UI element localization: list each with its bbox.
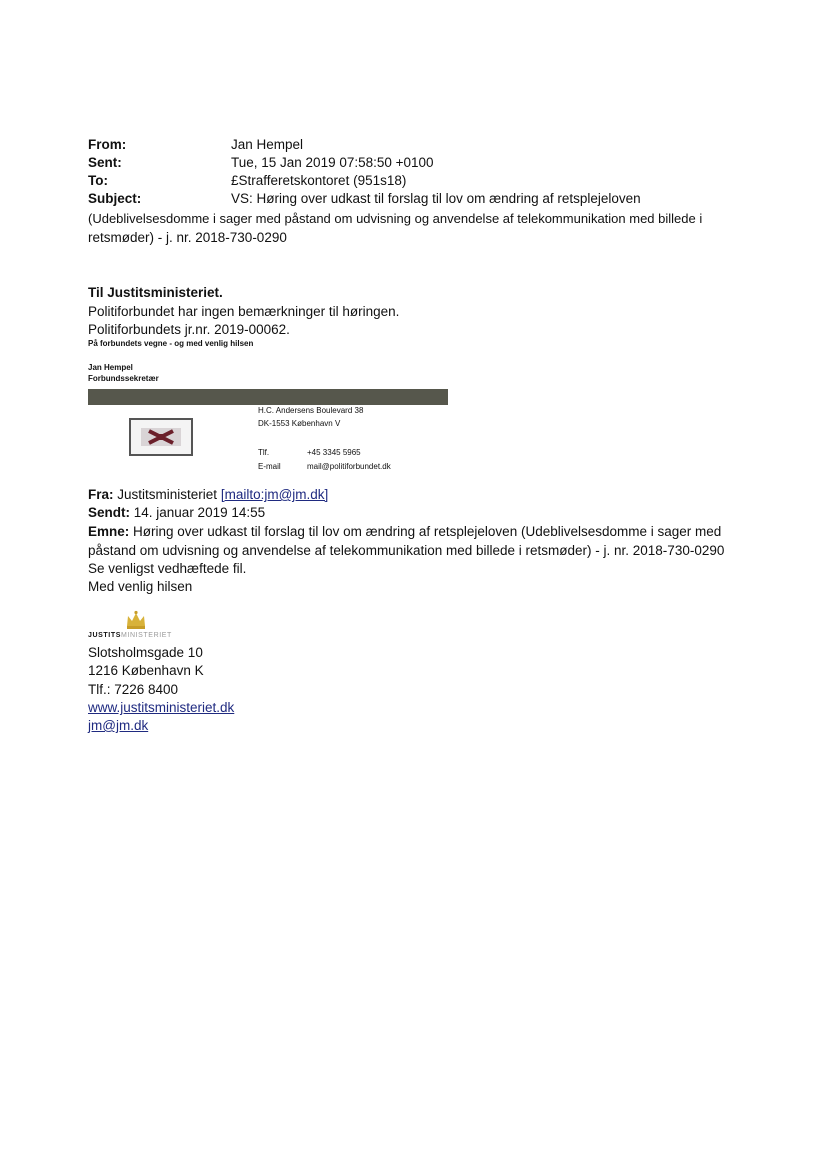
forward-body-2: Med venlig hilsen: [88, 579, 193, 594]
fra-mailto-link[interactable]: [mailto:jm@jm.dk]: [220, 487, 329, 502]
subject-line-3: retsmøder) - j. nr. 2018-730-0290: [88, 230, 287, 245]
sent-value: Tue, 15 Jan 2019 07:58:50 +0100: [231, 155, 434, 170]
sig-email-value: mail@politiforbundet.dk: [307, 462, 391, 471]
to-label: To:: [88, 173, 108, 188]
sig-address-1: H.C. Andersens Boulevard 38: [258, 406, 364, 415]
reply-line-1: Politiforbundet har ingen bemærkninger til høringen.: [88, 304, 400, 319]
subject-line-2: (Udeblivelsesdomme i sager med påstand om udvisning og anvendelse af telekommunikation med billede i: [88, 211, 703, 226]
ministry-logo-text: [88, 632, 172, 639]
logo-text-bold: JUSTITS: [88, 632, 121, 639]
forward-body-1: Se venligst vedhæftede fil.: [88, 561, 247, 576]
sig-address-2: DK-1553 København V: [258, 419, 341, 428]
ministry-website-link[interactable]: www.justitsministeriet.dk: [88, 700, 235, 715]
sig-tel-label: Tlf.: [258, 448, 270, 457]
sig-tel-value: +45 3345 5965: [307, 448, 361, 457]
signer-title: Forbundssekretær: [88, 374, 159, 383]
ministry-address-2: 1216 København K: [88, 663, 204, 678]
emne-line: [88, 522, 721, 541]
fra-label: Fra:: [88, 487, 114, 502]
ministry-email-link[interactable]: jm@jm.dk: [88, 718, 149, 733]
politiforbundet-logo: [129, 418, 193, 456]
ministry-phone: Tlf.: 7226 8400: [88, 682, 179, 697]
reply-closing: På forbundets vegne - og med venlig hilsen: [88, 339, 254, 348]
sig-email-label: E-mail: [258, 462, 281, 471]
from-label: From:: [88, 137, 127, 152]
sent-label: Sent:: [88, 155, 122, 170]
emne-label: Emne:: [88, 524, 130, 539]
fra-line: [88, 485, 328, 504]
from-value: Jan Hempel: [231, 137, 304, 152]
logo-text-light: MINISTERIET: [120, 632, 172, 639]
reply-greeting: Til Justitsministeriet.: [88, 285, 223, 300]
redaction-bar: [88, 389, 448, 405]
crown-icon: [125, 610, 147, 630]
sendt-value: 14. januar 2019 14:55: [133, 505, 266, 520]
logo-emblem-icon: [141, 428, 181, 446]
reply-line-2: Politiforbundets jr.nr. 2019-00062.: [88, 322, 290, 337]
subject-value: VS: Høring over udkast til forslag til lov om ændring af retsplejeloven: [231, 191, 641, 206]
emne-line-2: påstand om udvisning og anvendelse af telekommunikation med billede i retsmøder) - j. nr. 2018-730-0290: [88, 543, 725, 558]
signer-name: Jan Hempel: [88, 363, 133, 372]
ministry-address-1: Slotsholmsgade 10: [88, 645, 203, 660]
subject-label: Subject:: [88, 191, 142, 206]
sendt-label: Sendt:: [88, 505, 130, 520]
to-value: £Strafferetskontoret (951s18): [231, 173, 407, 188]
fra-value: Justitsministeriet: [117, 487, 218, 502]
emne-value: Høring over udkast til forslag til lov om ændring af retsplejeloven (Udeblivelsesdomme i sager med: [133, 524, 722, 539]
sendt-line: [88, 503, 265, 522]
